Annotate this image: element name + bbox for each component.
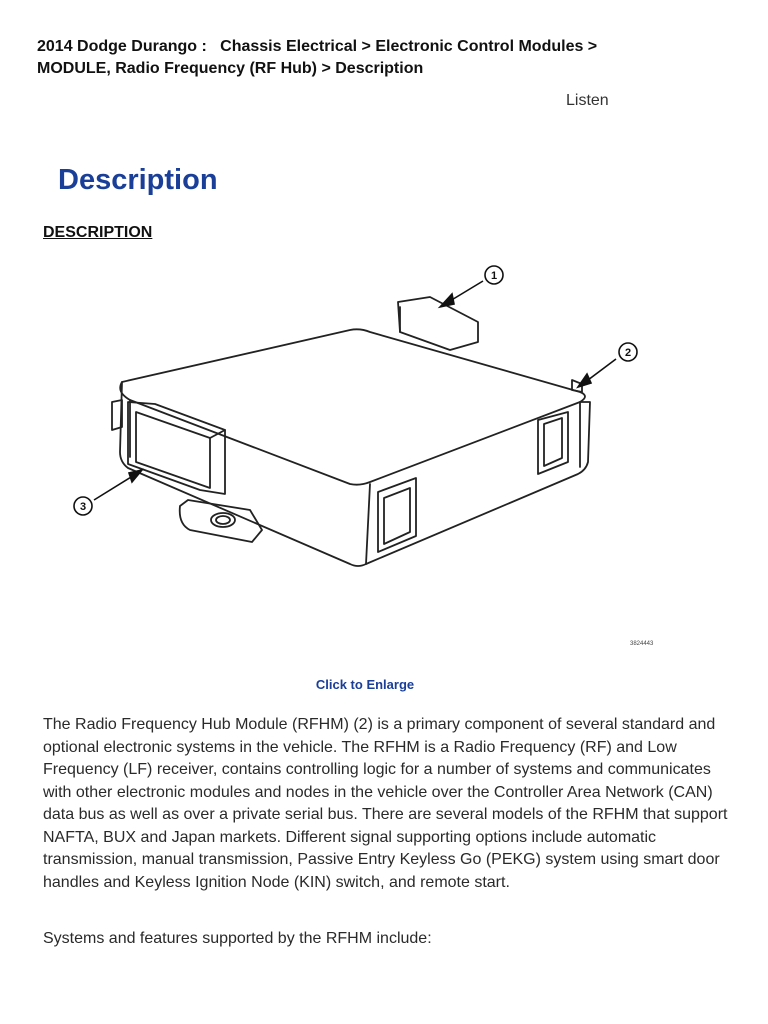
rf-hub-module-illustration bbox=[60, 252, 720, 662]
module-figure[interactable] bbox=[60, 252, 720, 662]
module-top-face bbox=[120, 329, 585, 484]
section-heading: DESCRIPTION bbox=[43, 224, 153, 241]
module-right-face bbox=[366, 402, 590, 564]
connector-1-drawing bbox=[398, 297, 478, 350]
callout-3-label: 3 bbox=[79, 501, 87, 513]
features-intro-paragraph: Systems and features supported by the RFHM include: bbox=[43, 930, 432, 947]
listen-button[interactable]: Listen bbox=[566, 92, 609, 109]
breadcrumb-line-2[interactable]: MODULE, Radio Frequency (RF Hub) > Description bbox=[37, 60, 424, 77]
description-paragraph: The Radio Frequency Hub Module (RFHM) (2) is a primary component of several standard and optional electronic systems in the vehicle. The RFHM is a Radio Frequency (RF) and Low Frequency (LF) receiver, contains controlling logic for a number of systems and communicates with other electronic modules and nodes in the vehicle over the Controller Area Network (CAN) data bus as well as over a private serial bus. There are several models of the RFHM that support NAFTA, BUX and Japan markets. Different signal supporting options include automatic transmission, manual transmission, Passive Entry Keyless Go (PEKG) system using smart door handles and Keyless Ignition Node (KIN) switch, and remote start. bbox=[43, 716, 728, 891]
callout-1-label: 1 bbox=[490, 270, 498, 282]
click-to-enlarge-link[interactable]: Click to Enlarge bbox=[315, 677, 415, 692]
breadcrumb-line-1[interactable]: 2014 Dodge Durango : Chassis Electrical > Electronic Control Modules > bbox=[37, 38, 598, 55]
callout-2-label: 2 bbox=[624, 347, 632, 359]
page-title: Description bbox=[58, 164, 218, 196]
figure-id: 3824443 bbox=[630, 641, 654, 647]
breadcrumb bbox=[37, 36, 737, 80]
